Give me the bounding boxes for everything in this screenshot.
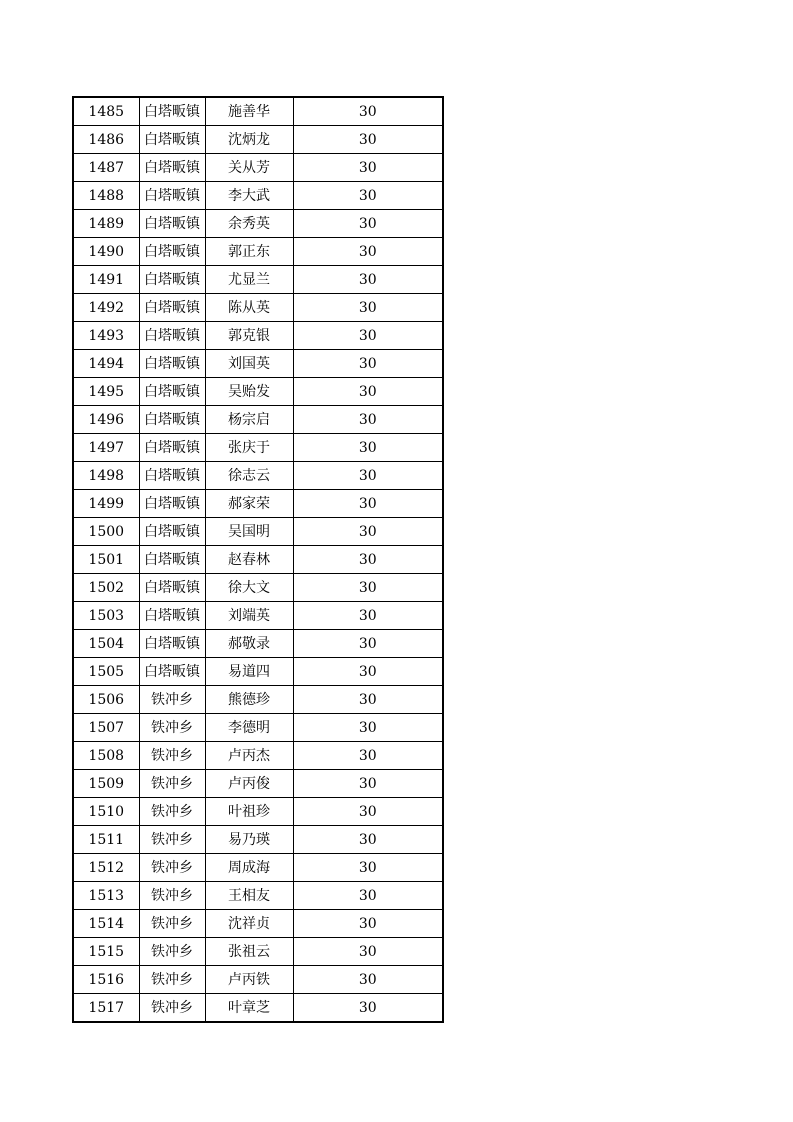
person-name-cell: 施善华 xyxy=(205,97,293,126)
row-number-cell: 1499 xyxy=(73,490,139,518)
table-row xyxy=(73,630,443,658)
row-number-cell: 1504 xyxy=(73,630,139,658)
table-row xyxy=(73,910,443,938)
roster-table xyxy=(72,96,444,1023)
person-name-cell: 叶章芝 xyxy=(205,994,293,1023)
person-name-cell: 卢丙铁 xyxy=(205,966,293,994)
table-row xyxy=(73,602,443,630)
amount-cell: 30 xyxy=(293,966,443,994)
amount-cell: 30 xyxy=(293,322,443,350)
row-number-cell: 1498 xyxy=(73,462,139,490)
amount-cell: 30 xyxy=(293,938,443,966)
person-name-cell: 余秀英 xyxy=(205,210,293,238)
amount-cell: 30 xyxy=(293,378,443,406)
amount-cell: 30 xyxy=(293,826,443,854)
row-number-cell: 1495 xyxy=(73,378,139,406)
row-number-cell: 1507 xyxy=(73,714,139,742)
row-number-cell: 1515 xyxy=(73,938,139,966)
person-name-cell: 王相友 xyxy=(205,882,293,910)
person-name-cell: 陈从英 xyxy=(205,294,293,322)
person-name-cell: 周成海 xyxy=(205,854,293,882)
person-name-cell: 郭正东 xyxy=(205,238,293,266)
township-cell: 铁冲乡 xyxy=(139,938,205,966)
township-cell: 铁冲乡 xyxy=(139,798,205,826)
row-number-cell: 1505 xyxy=(73,658,139,686)
township-cell: 白塔畈镇 xyxy=(139,210,205,238)
township-cell: 铁冲乡 xyxy=(139,910,205,938)
table-row xyxy=(73,434,443,462)
row-number-cell: 1516 xyxy=(73,966,139,994)
table-row xyxy=(73,798,443,826)
table-row xyxy=(73,406,443,434)
person-name-cell: 李大武 xyxy=(205,182,293,210)
table-row xyxy=(73,854,443,882)
person-name-cell: 杨宗启 xyxy=(205,406,293,434)
person-name-cell: 李德明 xyxy=(205,714,293,742)
amount-cell: 30 xyxy=(293,266,443,294)
township-cell: 铁冲乡 xyxy=(139,994,205,1023)
township-cell: 铁冲乡 xyxy=(139,966,205,994)
person-name-cell: 郝家荣 xyxy=(205,490,293,518)
amount-cell: 30 xyxy=(293,686,443,714)
person-name-cell: 熊德珍 xyxy=(205,686,293,714)
row-number-cell: 1503 xyxy=(73,602,139,630)
table-row xyxy=(73,518,443,546)
person-name-cell: 张庆于 xyxy=(205,434,293,462)
township-cell: 白塔畈镇 xyxy=(139,406,205,434)
table-row xyxy=(73,294,443,322)
row-number-cell: 1512 xyxy=(73,854,139,882)
row-number-cell: 1485 xyxy=(73,97,139,126)
roster-body xyxy=(73,97,443,1022)
table-row xyxy=(73,154,443,182)
table-row xyxy=(73,126,443,154)
row-number-cell: 1502 xyxy=(73,574,139,602)
township-cell: 白塔畈镇 xyxy=(139,322,205,350)
table-row xyxy=(73,574,443,602)
amount-cell: 30 xyxy=(293,238,443,266)
amount-cell: 30 xyxy=(293,154,443,182)
row-number-cell: 1511 xyxy=(73,826,139,854)
row-number-cell: 1517 xyxy=(73,994,139,1023)
person-name-cell: 叶祖珍 xyxy=(205,798,293,826)
row-number-cell: 1513 xyxy=(73,882,139,910)
person-name-cell: 徐志云 xyxy=(205,462,293,490)
amount-cell: 30 xyxy=(293,770,443,798)
amount-cell: 30 xyxy=(293,882,443,910)
table-row xyxy=(73,742,443,770)
township-cell: 白塔畈镇 xyxy=(139,182,205,210)
table-row xyxy=(73,966,443,994)
person-name-cell: 吴贻发 xyxy=(205,378,293,406)
township-cell: 白塔畈镇 xyxy=(139,490,205,518)
table-row xyxy=(73,97,443,126)
table-row xyxy=(73,378,443,406)
row-number-cell: 1506 xyxy=(73,686,139,714)
person-name-cell: 徐大文 xyxy=(205,574,293,602)
row-number-cell: 1491 xyxy=(73,266,139,294)
person-name-cell: 刘国英 xyxy=(205,350,293,378)
person-name-cell: 郝敬录 xyxy=(205,630,293,658)
amount-cell: 30 xyxy=(293,742,443,770)
table-row xyxy=(73,546,443,574)
amount-cell: 30 xyxy=(293,97,443,126)
amount-cell: 30 xyxy=(293,630,443,658)
amount-cell: 30 xyxy=(293,574,443,602)
table-row xyxy=(73,462,443,490)
person-name-cell: 卢丙俊 xyxy=(205,770,293,798)
township-cell: 白塔畈镇 xyxy=(139,378,205,406)
row-number-cell: 1490 xyxy=(73,238,139,266)
row-number-cell: 1489 xyxy=(73,210,139,238)
table-row xyxy=(73,238,443,266)
township-cell: 白塔畈镇 xyxy=(139,266,205,294)
table-row xyxy=(73,490,443,518)
township-cell: 铁冲乡 xyxy=(139,882,205,910)
row-number-cell: 1496 xyxy=(73,406,139,434)
row-number-cell: 1509 xyxy=(73,770,139,798)
township-cell: 白塔畈镇 xyxy=(139,518,205,546)
amount-cell: 30 xyxy=(293,490,443,518)
table-row xyxy=(73,770,443,798)
row-number-cell: 1501 xyxy=(73,546,139,574)
township-cell: 铁冲乡 xyxy=(139,770,205,798)
township-cell: 白塔畈镇 xyxy=(139,546,205,574)
table-row xyxy=(73,322,443,350)
amount-cell: 30 xyxy=(293,434,443,462)
township-cell: 铁冲乡 xyxy=(139,686,205,714)
table-row xyxy=(73,826,443,854)
table-row xyxy=(73,994,443,1023)
table-row xyxy=(73,210,443,238)
township-cell: 白塔畈镇 xyxy=(139,434,205,462)
amount-cell: 30 xyxy=(293,126,443,154)
amount-cell: 30 xyxy=(293,294,443,322)
amount-cell: 30 xyxy=(293,798,443,826)
person-name-cell: 郭克银 xyxy=(205,322,293,350)
person-name-cell: 吴国明 xyxy=(205,518,293,546)
row-number-cell: 1497 xyxy=(73,434,139,462)
table-row xyxy=(73,714,443,742)
person-name-cell: 赵春林 xyxy=(205,546,293,574)
row-number-cell: 1500 xyxy=(73,518,139,546)
person-name-cell: 关从芳 xyxy=(205,154,293,182)
township-cell: 白塔畈镇 xyxy=(139,238,205,266)
amount-cell: 30 xyxy=(293,182,443,210)
person-name-cell: 张祖云 xyxy=(205,938,293,966)
amount-cell: 30 xyxy=(293,910,443,938)
person-name-cell: 沈祥贞 xyxy=(205,910,293,938)
amount-cell: 30 xyxy=(293,546,443,574)
township-cell: 铁冲乡 xyxy=(139,714,205,742)
person-name-cell: 刘端英 xyxy=(205,602,293,630)
person-name-cell: 沈炳龙 xyxy=(205,126,293,154)
township-cell: 白塔畈镇 xyxy=(139,462,205,490)
amount-cell: 30 xyxy=(293,350,443,378)
person-name-cell: 卢丙杰 xyxy=(205,742,293,770)
amount-cell: 30 xyxy=(293,994,443,1023)
township-cell: 白塔畈镇 xyxy=(139,126,205,154)
table-row xyxy=(73,658,443,686)
person-name-cell: 易道四 xyxy=(205,658,293,686)
row-number-cell: 1493 xyxy=(73,322,139,350)
table-row xyxy=(73,182,443,210)
township-cell: 白塔畈镇 xyxy=(139,294,205,322)
row-number-cell: 1488 xyxy=(73,182,139,210)
table-row xyxy=(73,938,443,966)
row-number-cell: 1510 xyxy=(73,798,139,826)
amount-cell: 30 xyxy=(293,658,443,686)
township-cell: 白塔畈镇 xyxy=(139,350,205,378)
amount-cell: 30 xyxy=(293,854,443,882)
table-row xyxy=(73,686,443,714)
township-cell: 铁冲乡 xyxy=(139,854,205,882)
row-number-cell: 1494 xyxy=(73,350,139,378)
row-number-cell: 1508 xyxy=(73,742,139,770)
amount-cell: 30 xyxy=(293,462,443,490)
amount-cell: 30 xyxy=(293,210,443,238)
township-cell: 白塔畈镇 xyxy=(139,658,205,686)
table-row xyxy=(73,350,443,378)
table-row xyxy=(73,266,443,294)
person-name-cell: 易乃瑛 xyxy=(205,826,293,854)
table-row xyxy=(73,882,443,910)
township-cell: 铁冲乡 xyxy=(139,742,205,770)
township-cell: 白塔畈镇 xyxy=(139,574,205,602)
township-cell: 白塔畈镇 xyxy=(139,154,205,182)
row-number-cell: 1487 xyxy=(73,154,139,182)
township-cell: 白塔畈镇 xyxy=(139,602,205,630)
amount-cell: 30 xyxy=(293,602,443,630)
township-cell: 白塔畈镇 xyxy=(139,97,205,126)
township-cell: 铁冲乡 xyxy=(139,826,205,854)
person-name-cell: 尤显兰 xyxy=(205,266,293,294)
row-number-cell: 1514 xyxy=(73,910,139,938)
row-number-cell: 1492 xyxy=(73,294,139,322)
row-number-cell: 1486 xyxy=(73,126,139,154)
amount-cell: 30 xyxy=(293,406,443,434)
amount-cell: 30 xyxy=(293,714,443,742)
township-cell: 白塔畈镇 xyxy=(139,630,205,658)
amount-cell: 30 xyxy=(293,518,443,546)
